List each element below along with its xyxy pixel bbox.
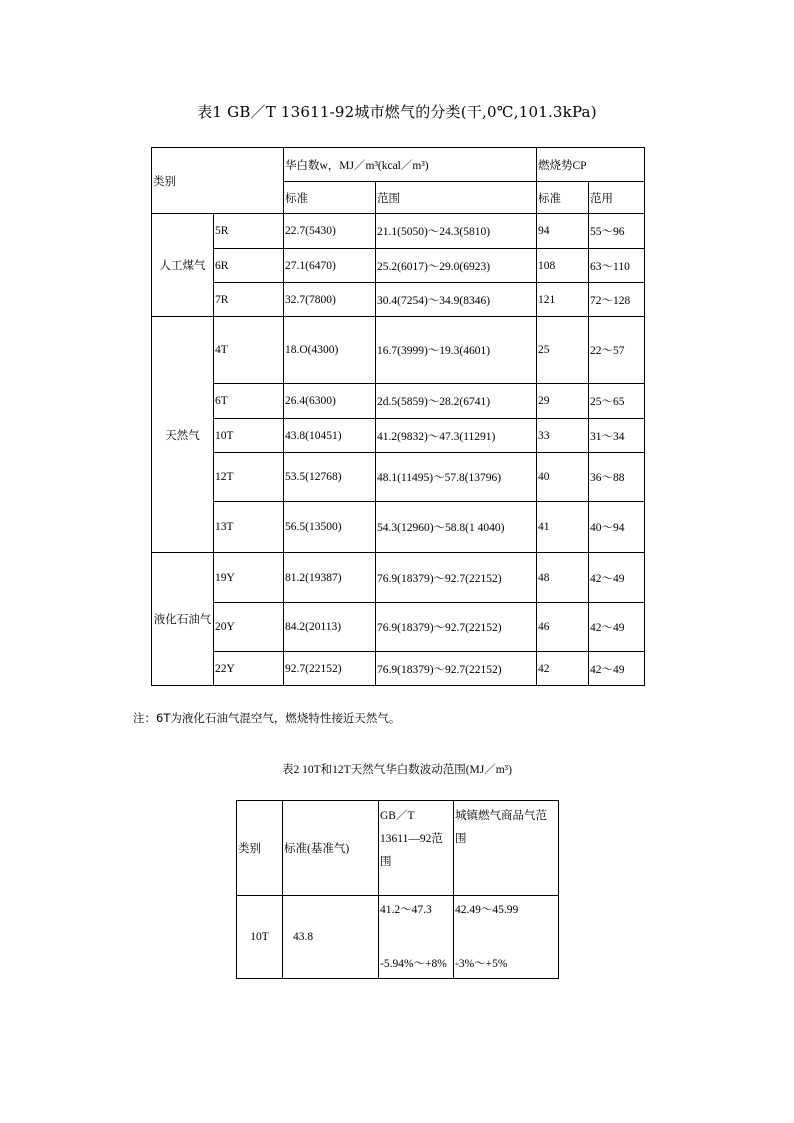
row-range: 76.9(18379)～92.7(22152) xyxy=(376,553,537,603)
row-cp-standard: 48 xyxy=(537,553,589,603)
row-range: 21.1(5050)～24.3(5810) xyxy=(376,214,537,249)
row-range: 48.1(11495)～57.8(13796) xyxy=(376,453,537,502)
row-code: 6T xyxy=(214,384,284,419)
row-standard: 56.5(13500) xyxy=(284,502,376,553)
row-range: 2d.5(5859)～28.2(6741) xyxy=(376,384,537,419)
row-code: 4T xyxy=(214,317,284,384)
t2-row-gbt-pct: -5.94%～+8% xyxy=(380,958,447,970)
t2-header-standard: 标准(基准气) xyxy=(283,801,379,896)
t2-row-category: 10T xyxy=(237,896,283,979)
t2-row-city-pct: -3%～+5% xyxy=(455,958,508,970)
row-range: 76.9(18379)～92.7(22152) xyxy=(376,652,537,686)
row-standard: 18.O(4300) xyxy=(284,317,376,384)
row-code: 5R xyxy=(214,214,284,249)
t2-row-gbt-range: 41.2～47.3 xyxy=(380,904,432,916)
group-name: 人工煤气 xyxy=(152,214,214,317)
header-standard: 标准 xyxy=(284,182,376,214)
t2-header-gbt-line1: GB／T xyxy=(380,810,415,822)
row-standard: 27.1(6470) xyxy=(284,249,376,283)
row-standard: 22.7(5430) xyxy=(284,214,376,249)
row-cp-standard: 40 xyxy=(537,453,589,502)
row-cp-standard: 121 xyxy=(537,283,589,317)
t2-row-gbt xyxy=(379,896,454,979)
row-range: 41.2(9832)～47.3(11291) xyxy=(376,419,537,453)
gas-classification-table xyxy=(151,147,645,686)
row-cp-range: 42～49 xyxy=(589,652,645,686)
header-cp: 燃烧势CP xyxy=(537,148,645,182)
row-code: 19Y xyxy=(214,553,284,603)
row-standard: 43.8(10451) xyxy=(284,419,376,453)
row-code: 13T xyxy=(214,502,284,553)
row-cp-range: 40～94 xyxy=(589,502,645,553)
t2-row-city-range: 42.49～45.99 xyxy=(455,904,519,916)
row-cp-range: 55～96 xyxy=(589,214,645,249)
row-code: 10T xyxy=(214,419,284,453)
table1-title: 表1 GB／T 13611-92城市燃气的分类(干,0℃,101.3kPa) xyxy=(197,103,597,121)
row-cp-standard: 41 xyxy=(537,502,589,553)
row-cp-range: 36～88 xyxy=(589,453,645,502)
t2-row-city xyxy=(454,896,559,979)
row-code: 6R xyxy=(214,249,284,283)
row-cp-standard: 94 xyxy=(537,214,589,249)
row-cp-range: 63～110 xyxy=(589,249,645,283)
row-range: 30.4(7254)～34.9(8346) xyxy=(376,283,537,317)
table2-title: 表2 10T和12T天然气华白数波动范围(MJ／m³) xyxy=(282,764,512,776)
row-cp-standard: 108 xyxy=(537,249,589,283)
row-code: 12T xyxy=(214,453,284,502)
t2-header-city xyxy=(454,801,559,896)
row-code: 7R xyxy=(214,283,284,317)
row-cp-range: 22～57 xyxy=(589,317,645,384)
row-cp-standard: 29 xyxy=(537,384,589,419)
t2-header-gbt-line2: 13611—92范 xyxy=(380,833,443,845)
row-range: 16.7(3999)～19.3(4601) xyxy=(376,317,537,384)
header-range: 范围 xyxy=(376,182,537,214)
row-standard: 92.7(22152) xyxy=(284,652,376,686)
row-cp-standard: 46 xyxy=(537,603,589,652)
row-standard: 26.4(6300) xyxy=(284,384,376,419)
group-name: 液化石油气 xyxy=(152,553,214,686)
wobbe-fluctuation-table xyxy=(236,800,559,979)
row-cp-range: 42～49 xyxy=(589,603,645,652)
t2-header-city-line2: 围 xyxy=(455,833,467,845)
row-cp-standard: 25 xyxy=(537,317,589,384)
row-cp-standard: 42 xyxy=(537,652,589,686)
row-range: 25.2(6017)～29.0(6923) xyxy=(376,249,537,283)
row-range: 76.9(18379)～92.7(22152) xyxy=(376,603,537,652)
t2-row-standard: 43.8 xyxy=(283,896,379,979)
header-category: 类别 xyxy=(152,148,284,214)
header-wobbe: 华白数w，MJ／m³(kcal／m³) xyxy=(284,148,537,182)
row-standard: 32.7(7800) xyxy=(284,283,376,317)
t2-header-gbt xyxy=(379,801,454,896)
t2-header-city-line1: 城镇燃气商品气范 xyxy=(455,810,547,822)
row-cp-range: 25～65 xyxy=(589,384,645,419)
row-cp-range: 42～49 xyxy=(589,553,645,603)
group-name: 天然气 xyxy=(152,317,214,553)
row-range: 54.3(12960)～58.8(1 4040) xyxy=(376,502,537,553)
header-cp-range: 范用 xyxy=(589,182,645,214)
row-standard: 84.2(20113) xyxy=(284,603,376,652)
row-cp-range: 72～128 xyxy=(589,283,645,317)
row-cp-range: 31～34 xyxy=(589,419,645,453)
header-cp-standard: 标准 xyxy=(537,182,589,214)
t2-header-category: 类别 xyxy=(237,801,283,896)
t2-header-gbt-line3: 围 xyxy=(380,856,392,868)
row-standard: 81.2(19387) xyxy=(284,553,376,603)
row-cp-standard: 33 xyxy=(537,419,589,453)
row-code: 20Y xyxy=(214,603,284,652)
row-code: 22Y xyxy=(214,652,284,686)
table1-note: 注：6T为液化石油气混空气，燃烧特性接近天然气。 xyxy=(133,711,401,725)
row-standard: 53.5(12768) xyxy=(284,453,376,502)
